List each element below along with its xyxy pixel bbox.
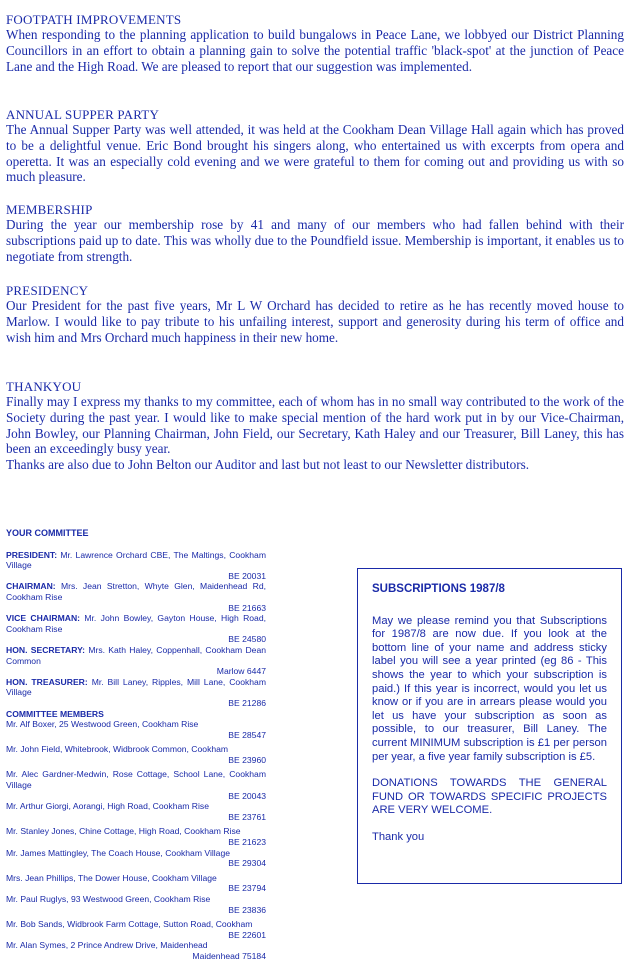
- officer-entry: [6, 645, 266, 677]
- section-text: When responding to the planning application to build bungalows in Peace Lane, we lobbyed our District Planning Councillors in an effort to obtain a planning gain to solve the potential traffic 'black-spot' at the junction of Peace Lane and the High Road. We are pleased to report that our suggestion was implemented.: [6, 27, 624, 74]
- section-heading: PRESIDENCY: [6, 283, 89, 298]
- section-supper-party: [6, 107, 624, 185]
- section-text: During the year our membership rose by 41 and many of our members who had fallen behind with their subscriptions paid up to date. This was wholly due to the Poundfield issue. Membership is important, it enables us to negotiate from strength.: [6, 217, 624, 264]
- member-entry: [6, 826, 266, 847]
- officer-entry: [6, 613, 266, 645]
- section-text: Finally may I express my thanks to my committee, each of whom has in no small way contributed to the work of the Society during the past year. I would like to make special mention of the hard work put in by our Vice-Chairman, John Bowley, our Planning Chairman, John Field, our Secretary, Kath Haley and our Treasurer, Bill Laney, this has been an exceedingly busy year.: [6, 394, 624, 457]
- officer-role: HON. TREASURER:: [6, 676, 88, 687]
- member-entry: [6, 940, 266, 961]
- committee-title: YOUR COMMITTEE: [6, 528, 89, 538]
- member-details: Mr. Arthur Giorgi, Aorangi, High Road, Cookham Rise: [6, 801, 209, 812]
- section-membership: [6, 202, 624, 264]
- member-phone: BE 20043: [228, 790, 266, 801]
- member-details: Mr. James Mattingley, The Coach House, Cookham Village: [6, 847, 231, 858]
- member-phone: BE 29304: [228, 858, 266, 869]
- member-entry: [6, 894, 266, 915]
- member-details: Mr. Alan Symes, 2 Prince Andrew Drive, Maidenhead: [6, 940, 208, 951]
- officer-details: Mr. John Bowley, Gayton House, High Road, Cookham Rise: [6, 613, 266, 634]
- member-phone: BE 21623: [228, 837, 266, 848]
- officer-phone: BE 21663: [228, 602, 266, 613]
- section-text: The Annual Supper Party was well attended, it was held at the Cookham Dean Village Hall again which has proved to be a delightful venue. Eric Bond brought his singers along, who entertained us with excerpts from opera and operetta. It was an especially cold evening and we were grateful to them for coming out and providing us with so much pleasure.: [6, 122, 624, 185]
- section-thankyou: [6, 379, 624, 473]
- committee-members-title: COMMITTEE MEMBERS: [6, 708, 104, 719]
- member-phone: BE 22601: [228, 929, 266, 940]
- member-entry: [6, 719, 266, 740]
- section-heading: ANNUAL SUPPER PARTY: [6, 107, 160, 122]
- officer-role: PRESIDENT:: [6, 549, 58, 560]
- member-entry: [6, 744, 266, 765]
- section-text-2: Thanks are also due to John Belton our Auditor and last but not least to our Newsletter distributors.: [6, 457, 530, 473]
- officer-entry: [6, 550, 266, 582]
- subscriptions-box: [357, 568, 622, 884]
- officer-phone: Marlow 6447: [216, 666, 266, 677]
- officer-role: VICE CHAIRMAN:: [6, 613, 81, 624]
- officer-role: HON. SECRETARY:: [6, 644, 86, 655]
- section-text: Our President for the past five years, Mr L W Orchard has decided to retire as he has recently moved house to Marlow. I would like to pay tribute to his unfailing interest, support and generosity during his term of office and wish him and Mrs Orchard much happiness in their new home.: [6, 298, 624, 345]
- officer-phone: BE 24580: [228, 634, 266, 645]
- officer-details: Mrs. Jean Stretton, Whyte Glen, Maidenhead Rd, Cookham Rise: [6, 581, 266, 602]
- section-footpath: [6, 12, 624, 74]
- member-details: Mr. Bob Sands, Widbrook Farm Cottage, Sutton Road, Cookham: [6, 919, 253, 930]
- section-heading: FOOTPATH IMPROVEMENTS: [6, 12, 182, 27]
- subscriptions-text: May we please remind you that Subscriptions for 1987/8 are now due. If you look at the bottom line of your name and address sticky label you will see a year printed (eg 86 - This shows the year to which your subscription is paid.) If this year is incorrect, would you let us know or if you are in arrears please would you let us have your subscription as soon as possible, to our treasurer, Bill Laney. The current MINIMUM subscription is £1 per person per year, a five year family subscription is £5.: [372, 614, 607, 763]
- thank-you-text: Thank you: [372, 830, 425, 843]
- officer-phone: BE 21286: [228, 697, 266, 708]
- officer-role: CHAIRMAN:: [6, 581, 56, 592]
- officer-entry: [6, 677, 266, 709]
- officer-details: Mr. Lawrence Orchard CBE, The Maltings, Cookham Village: [6, 549, 266, 571]
- member-details: Mr. John Field, Whitebrook, Widbrook Common, Cookham: [6, 744, 229, 755]
- officer-details: Mr. Bill Laney, Ripples, Mill Lane, Cookham Village: [6, 676, 267, 698]
- member-entry: [6, 848, 266, 869]
- member-phone: BE 23761: [228, 811, 266, 822]
- member-details: Mrs. Jean Phillips, The Dower House, Cookham Village: [6, 872, 217, 883]
- member-phone: BE 28547: [228, 729, 266, 740]
- officer-entry: [6, 581, 266, 613]
- officer-details: Mrs. Kath Haley, Coppenhall, Cookham Dean Common: [6, 644, 266, 666]
- section-heading: THANKYOU: [6, 379, 82, 394]
- member-entry: [6, 919, 266, 940]
- member-details: Mr. Paul Ruglys, 93 Westwood Green, Cookham Rise: [6, 894, 211, 904]
- subscriptions-title: SUBSCRIPTIONS 1987/8: [372, 583, 505, 595]
- member-phone: BE 23794: [228, 883, 266, 894]
- officer-phone: BE 20031: [228, 570, 266, 581]
- member-details: Mr. Alf Boxer, 25 Westwood Green, Cookham Rise: [6, 719, 199, 730]
- member-phone: BE 23836: [228, 904, 266, 915]
- member-entry: [6, 801, 266, 822]
- member-details: Mr. Stanley Jones, Chine Cottage, High Road, Cookham Rise: [6, 826, 241, 837]
- section-heading: MEMBERSHIP: [6, 202, 93, 217]
- section-presidency: [6, 283, 624, 345]
- member-entry: [6, 873, 266, 894]
- member-details: Mr. Alec Gardner-Medwin, Rose Cottage, School Lane, Cookham Village: [6, 769, 266, 791]
- member-entry: [6, 769, 266, 801]
- donations-text: DONATIONS TOWARDS THE GENERAL FUND OR TOWARDS SPECIFIC PROJECTS ARE VERY WELCOME.: [372, 777, 607, 817]
- committee-list: [6, 528, 266, 962]
- member-phone: BE 23960: [228, 754, 266, 765]
- member-phone: Maidenhead 75184: [192, 950, 266, 961]
